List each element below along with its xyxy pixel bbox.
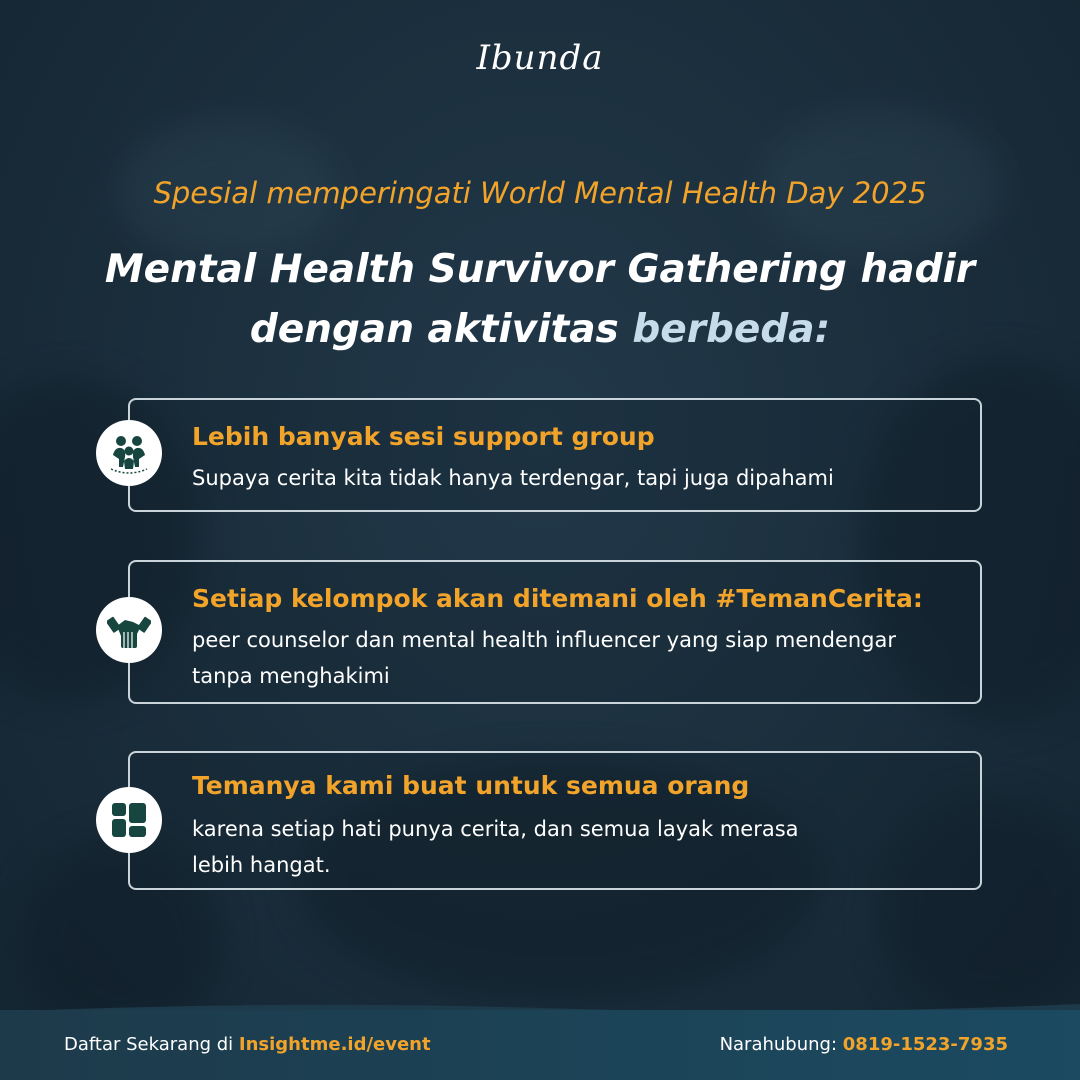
feature-description-line: Supaya cerita kita tidak hanya terdengar, tapi juga dipahami [192,466,834,490]
feature-title: Temanya kami buat untuk semua orang [192,771,750,800]
support-group-icon [96,420,162,486]
headline-line-1: Mental Health Survivor Gathering hadir [104,247,976,292]
headline-line-2-text: dengan aktivitas [249,307,633,352]
footer-register [64,1034,431,1055]
feature-description-line: karena setiap hati punya cerita, dan semua layak merasa [192,817,799,841]
feature-description [192,622,972,694]
feature-description-line: peer counselor dan mental health influencer yang siap mendengar [192,628,897,652]
brand-logo: Ibunda [476,38,604,78]
feature-description [192,460,972,496]
feature-card-teman-cerita [128,560,982,704]
feature-card-support-group [128,398,982,512]
headline [0,240,1080,360]
contact-prefix: Narahubung: [719,1034,843,1055]
feature-card-theme [128,751,982,890]
contact-number[interactable]: 0819-1523-7935 [842,1034,1008,1055]
feature-description [192,811,972,883]
subtitle: Spesial memperingati World Mental Health Day 2025 [153,176,927,210]
feature-description-line: tanpa menghakimi [192,664,390,688]
feature-title: Setiap kelompok akan ditemani oleh #TemanCerita: [192,584,923,613]
feature-description-line: lebih hangat. [192,853,331,877]
footer-contact [720,1034,1008,1055]
register-prefix: Daftar Sekarang di [64,1034,239,1055]
register-link[interactable]: Insightme.id/event [238,1034,431,1055]
feature-title: Lebih banyak sesi support group [192,422,655,451]
headline-highlight: berbeda: [632,307,831,352]
headline-line-2 [0,300,1080,360]
handshake-icon [96,597,162,663]
blocks-icon [96,787,162,853]
